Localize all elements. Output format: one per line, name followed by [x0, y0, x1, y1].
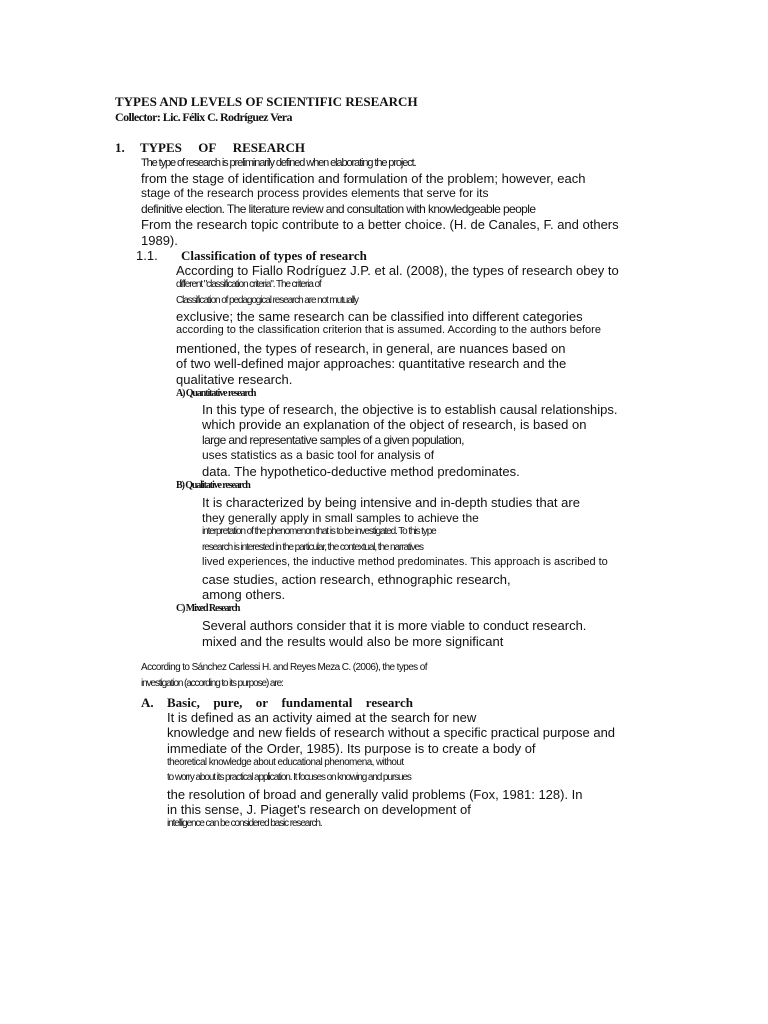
body-line: exclusive; the same research can be classified into different categories — [176, 309, 583, 324]
body-line: immediate of the Order, 1985). Its purpose is to create a body of — [167, 741, 536, 756]
section-heading — [140, 141, 305, 154]
heading-word: Basic, — [167, 695, 200, 710]
body-line: different "classification criteria". The criteria of — [176, 279, 321, 290]
section-heading-word: RESEARCH — [232, 140, 305, 155]
body-line: stage of the research process provides elements that serve for its — [141, 186, 489, 200]
subsection-heading — [167, 696, 413, 709]
body-line: the resolution of broad and generally valid problems (Fox, 1981: 128). In — [167, 787, 583, 802]
body-line: In this type of research, the objective is to establish causal relationships. — [202, 402, 618, 417]
section-number: 1. — [115, 140, 125, 155]
body-line: according to the classification criterion that is assumed. According to the authors before — [176, 324, 601, 336]
body-line: which provide an explanation of the object of research, is based on — [202, 417, 587, 432]
subsection-number: 1.1. — [136, 248, 158, 263]
body-line: of two well-defined major approaches: quantitative research and the — [176, 356, 567, 371]
heading-word: or — [255, 695, 269, 710]
body-line: 1989). — [141, 233, 178, 248]
item-label: A) Quantitative research — [176, 388, 256, 399]
body-line: knowledge and new fields of research without a specific practical purpose and — [167, 725, 616, 740]
body-line: It is defined as an activity aimed at the search for new — [167, 710, 477, 725]
body-line: in this sense, J. Piaget's research on development of — [167, 802, 471, 817]
body-line: uses statistics as a basic tool for analysis of — [202, 448, 435, 462]
body-line: mentioned, the types of research, in general, are nuances based on — [176, 341, 566, 356]
body-line: from the stage of identification and formulation of the problem; however, each — [141, 171, 586, 186]
body-line: Several authors consider that it is more viable to conduct research. — [202, 618, 587, 633]
section-heading-word: TYPES — [140, 140, 182, 155]
body-line: among others. — [202, 587, 286, 602]
body-line: Classification of pedagogical research are not mutually — [176, 295, 358, 306]
body-line: large and representative samples of a given population, — [202, 433, 464, 447]
body-line: intelligence can be considered basic research. — [167, 818, 322, 829]
body-line: qualitative research. — [176, 372, 293, 387]
item-label: B) Qualitative research — [176, 480, 250, 491]
body-line: case studies, action research, ethnographic research, — [202, 572, 511, 587]
body-line: mixed and the results would also be more significant — [202, 634, 504, 649]
subsection-letter: A. — [141, 695, 154, 710]
body-line: The type of research is preliminarily defined when elaborating the project. — [141, 157, 416, 169]
body-line: definitive election. The literature review and consultation with knowledgeable people — [141, 202, 536, 216]
body-line: to worry about its practical application. It focuses on knowing and pursues — [167, 772, 411, 783]
page-title: TYPES AND LEVELS OF SCIENTIFIC RESEARCH — [115, 94, 418, 109]
body-line: It is characterized by being intensive and in-depth studies that are — [202, 495, 580, 510]
body-line: research is interested in the particular, the contextual, the narratives — [202, 542, 423, 553]
collector-line: Collector: Lic. Félix C. Rodríguez Vera — [115, 110, 292, 124]
heading-word: fundamental — [281, 695, 353, 710]
item-label: C) Mixed Research — [176, 603, 240, 614]
section-heading-word: OF — [198, 140, 217, 155]
body-line: they generally apply in small samples to achieve the — [202, 511, 479, 525]
subsection-heading: Classification of types of research — [181, 248, 367, 263]
body-line: According to Sánchez Carlessi H. and Reyes Meza C. (2006), the types of — [141, 662, 427, 673]
body-line: From the research topic contribute to a better choice. (H. de Canales, F. and others — [141, 217, 619, 232]
body-line: data. The hypothetico-deductive method predominates. — [202, 464, 520, 479]
heading-word: research — [365, 695, 413, 710]
body-line: lived experiences, the inductive method predominates. This approach is ascribed to — [202, 556, 608, 568]
body-line: interpretation of the phenomenon that is to be investigated. To this type — [202, 526, 436, 537]
body-line: According to Fiallo Rodríguez J.P. et al. (2008), the types of research obey to — [176, 263, 619, 278]
heading-word: pure, — [213, 695, 243, 710]
body-line: investigation (according to its purpose) are: — [141, 678, 283, 689]
body-line: theoretical knowledge about educational phenomena, without — [167, 757, 404, 768]
